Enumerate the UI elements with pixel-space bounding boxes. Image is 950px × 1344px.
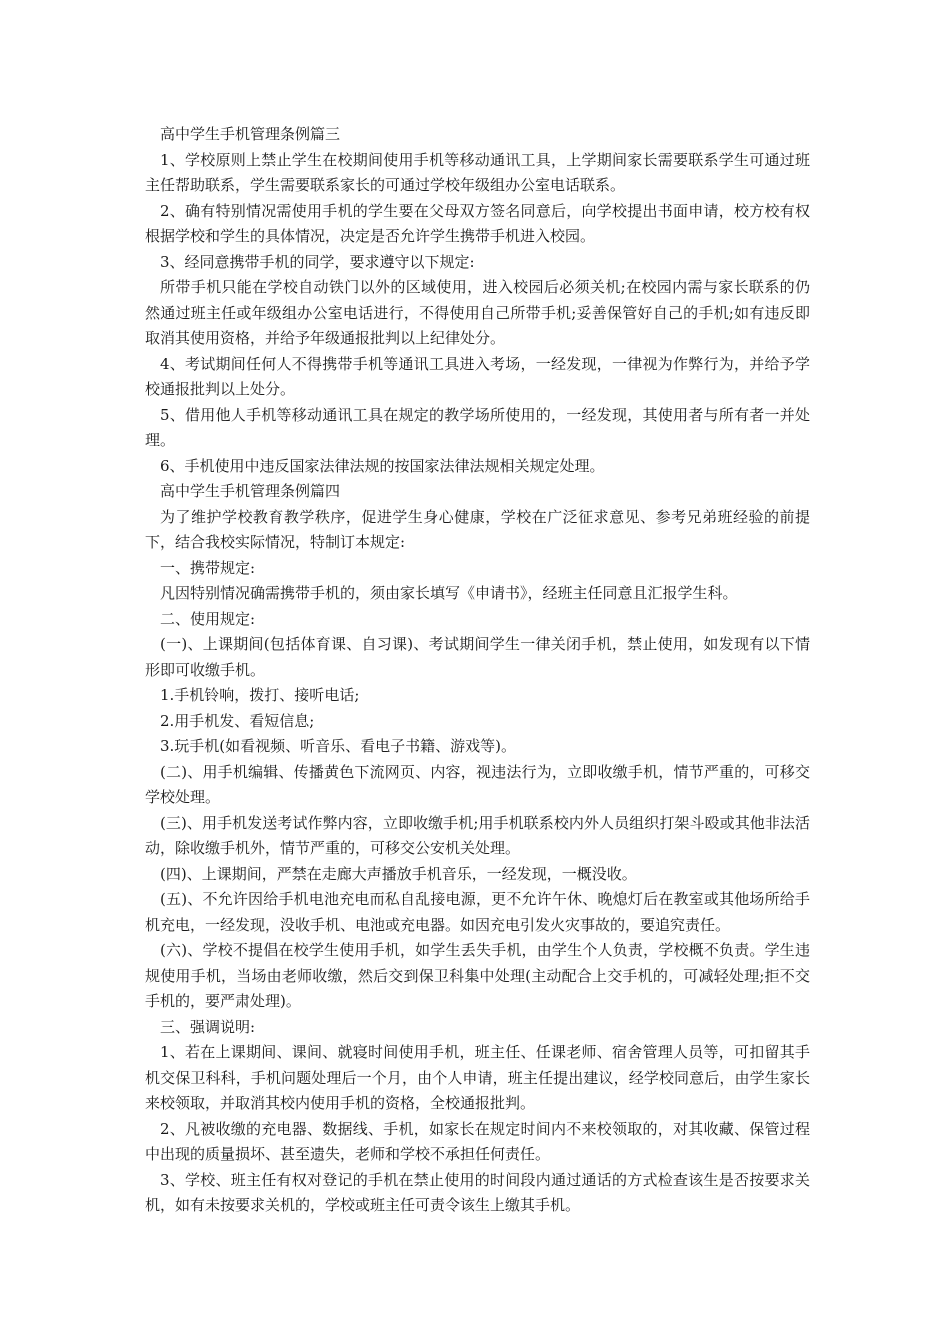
paragraph: 为了维护学校教育教学秩序，促进学生身心健康，学校在广泛征求意见、参考兄弟班经验的前提下，结合我校实际情况，特制订本规定: <box>145 507 810 551</box>
paragraph: 2、凡被收缴的充电器、数据线、手机，如家长在规定时间内不来校领取的，对其收藏、保管过程中出现的质量损坏、甚至遗失，老师和学校不承担任何责任。 <box>145 1119 810 1163</box>
list-item: 3.玩手机(如看视频、听音乐、看电子书籍、游戏等)。 <box>160 737 517 755</box>
paragraph: (五)、不允许因给手机电池充电而私自乱接电源，更不允许午休、晚熄灯后在教室或其他场所给手机充电，一经发现，没收手机、电池或充电器。如因充电引发火灾事故的，要追究责任。 <box>145 890 810 934</box>
list-item: 1.手机铃响，拨打、接听电话; <box>160 686 360 704</box>
subheading: 二、使用规定: <box>160 609 256 628</box>
paragraph: 所带手机只能在学校自动铁门以外的区域使用，进入校园后必须关机;在校园内需与家长联系的仍然通过班主任或年级组办公室电话进行，不得使用自己所带手机;妥善保管好自己的手机;如有违反即取消其使用资格，并给予年级通报批判以上纪律处分。 <box>145 278 810 347</box>
paragraph: 3、经同意携带手机的同学，要求遵守以下规定: <box>160 252 475 271</box>
paragraph: 2、确有特别情况需使用手机的学生要在父母双方签名同意后，向学校提出书面申请，校方校有权根据学校和学生的具体情况，决定是否允许学生携带手机进入校园。 <box>145 201 810 245</box>
paragraph: 凡因特别情况确需携带手机的，须由家长填写《申请书》，经班主任同意且汇报学生科。 <box>160 584 738 602</box>
paragraph: 4、考试期间任何人不得携带手机等通讯工具进入考场，一经发现，一律视为作弊行为，并给予学校通报批判以上处分。 <box>145 354 810 398</box>
paragraph: (六)、学校不提倡在校学生使用手机，如学生丢失手机，由学生个人负责，学校概不负责。学生违规使用手机，当场由老师收缴，然后交到保卫科集中处理(主动配合上交手机的，可减轻处理;拒不交手机的，要严肃处理)。 <box>145 941 810 1010</box>
paragraph: (一)、上课期间(包括体育课、自习课)、考试期间学生一律关闭手机，禁止使用，如发现有以下情形即可收缴手机。 <box>145 635 810 679</box>
list-item: 2.用手机发、看短信息; <box>160 711 315 730</box>
paragraph: 3、学校、班主任有权对登记的手机在禁止使用的时间段内通过通话的方式检查该生是否按要求关机，如有未按要求关机的，学校或班主任可责令该生上缴其手机。 <box>145 1170 810 1214</box>
paragraph: 1、学校原则上禁止学生在校期间使用手机等移动通讯工具，上学期间家长需要联系学生可通过班主任帮助联系，学生需要联系家长的可通过学校年级组办公室电话联系。 <box>145 150 810 194</box>
paragraph: 5、借用他人手机等移动通讯工具在规定的教学场所使用的，一经发现，其使用者与所有者一并处理。 <box>145 405 810 449</box>
paragraph: (二)、用手机编辑、传播黄色下流网页、内容，视违法行为，立即收缴手机，情节严重的，可移交学校处理。 <box>145 762 810 806</box>
paragraph: (三)、用手机发送考试作弊内容，立即收缴手机;用手机联系校内外人员组织打架斗殴或其他非法活动，除收缴手机外，情节严重的，可移交公安机关处理。 <box>145 813 810 857</box>
subheading: 一、携带规定: <box>160 558 256 577</box>
section-heading-4: 高中学生手机管理条例篇四 <box>160 482 341 500</box>
subheading: 三、强调说明: <box>160 1017 256 1036</box>
document-body <box>145 122 810 1219</box>
section-heading-3: 高中学生手机管理条例篇三 <box>160 125 341 143</box>
paragraph: 1、若在上课期间、课间、就寝时间使用手机，班主任、任课老师、宿舍管理人员等，可扣留其手机交保卫科科，手机问题处理后一个月，由个人申请，班主任提出建议，经学校同意后，由学生家长来校领取，并取消其校内使用手机的资格，全校通报批判。 <box>145 1043 810 1112</box>
paragraph: 6、手机使用中违反国家法律法规的按国家法律法规相关规定处理。 <box>160 456 605 475</box>
paragraph: (四)、上课期间，严禁在走廊大声播放手机音乐，一经发现，一概没收。 <box>160 864 637 883</box>
